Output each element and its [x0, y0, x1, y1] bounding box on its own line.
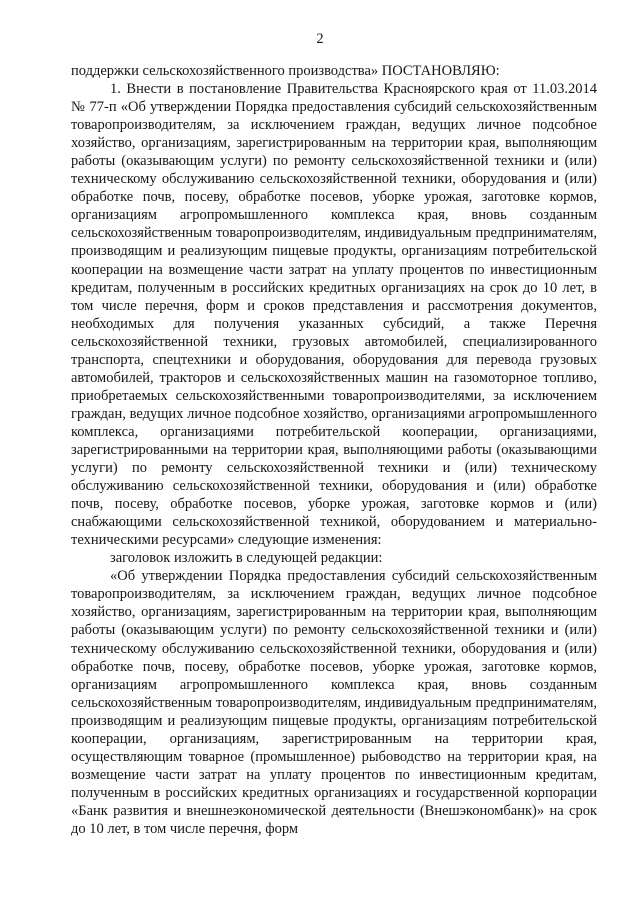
document-body	[71, 62, 597, 838]
paragraph-new-title: «Об утверждении Порядка предоставления субсидий сельскохозяйственным товаропроизводителям, за исключением граждан, ведущих личное подсобное хозяйство, организациям, зарегистрированным на территории края, выполняющим работы (оказывающим услуги) по ремонту сельскохозяйственной техники и (или) техническому обслуживанию сельскохозяйственной техники, оборудования и (или) обработке почв, посеву, обработке посевов, уборке урожая, заготовке кормов, организациям агропромышленного комплекса края, вновь созданным сельскохозяйственным товаропроизводителям, индивидуальным предпринимателям, производящим и реализующим пищевые продукты, организациям потребительской кооперации, организациям, зарегистрированным на территории края, осуществляющим товарное (промышленное) рыбоводство на территории края, на возмещение части затрат на уплату процентов по инвестиционным кредитам, полученным в российских кредитных организациях и государственной корпорации «Банк развития и внешнеэкономической деятельности (Внешэкономбанк)» на срок до 10 лет, в том числе перечня, форм	[71, 568, 597, 837]
page-number: 2	[316, 31, 324, 47]
paragraph-heading-instruction: заголовок изложить в следующей редакции:	[110, 550, 383, 567]
paragraph-item-1: 1. Внести в постановление Правительства Красноярского края от 11.03.2014 № 77-п «Об утверждении Порядка предоставления субсидий сельскохозяйственным товаропроизводителям, за исключением граждан, ведущих личное подсобное хозяйство, организациям, зарегистрированным на территории края, выполняющим работы (оказывающим услуги) по ремонту сельскохозяйственной техники и (или) техническому обслуживанию сельскохозяйственной техники, оборудования и (или) обработке почв, посеву, обработке посевов, уборке урожая, заготовке кормов, организациям агропромышленного комплекса края, вновь созданным сельскохозяйственным товаропроизводителям, индивидуальным предпринимателям, производящим и реализующим пищевые продукты, организациям потребительской кооперации на возмещение части затрат на уплату процентов по инвестиционным кредитам, полученным в российских кредитных организациях на срок до 10 лет, в том числе перечня, форм и сроков представления и рассмотрения документов, необходимых для получения указанных субсидий, а также Перечня сельскохозяйственной техники, грузовых автомобилей, специализированного транспорта, спецтехники и оборудования, оборудования для перевода грузовых автомобилей, тракторов и сельскохозяйственных машин на газомоторное топливо, приобретаемых сельскохозяйственными товаропроизводителями, за исключением граждан, ведущих личное подсобное хозяйство, организациями агропромышленного комплекса, организациями потребительской кооперации, организациями, зарегистрированными на территории края, выполняющими работы (оказывающими услуги) по ремонту сельскохозяйственной техники и (или) техническому обслуживанию сельскохозяйственной техники, оборудования и (или) обработке почв, посеву, обработке посевов, уборке урожая, заготовке кормов и (или) снабжающими сельскохозяйственной техникой, оборудованием и материально-техническими ресурсами» следующие изменения:	[71, 81, 597, 549]
paragraph-continuation: поддержки сельскохозяйственного производства» ПОСТАНОВЛЯЮ:	[71, 63, 500, 79]
